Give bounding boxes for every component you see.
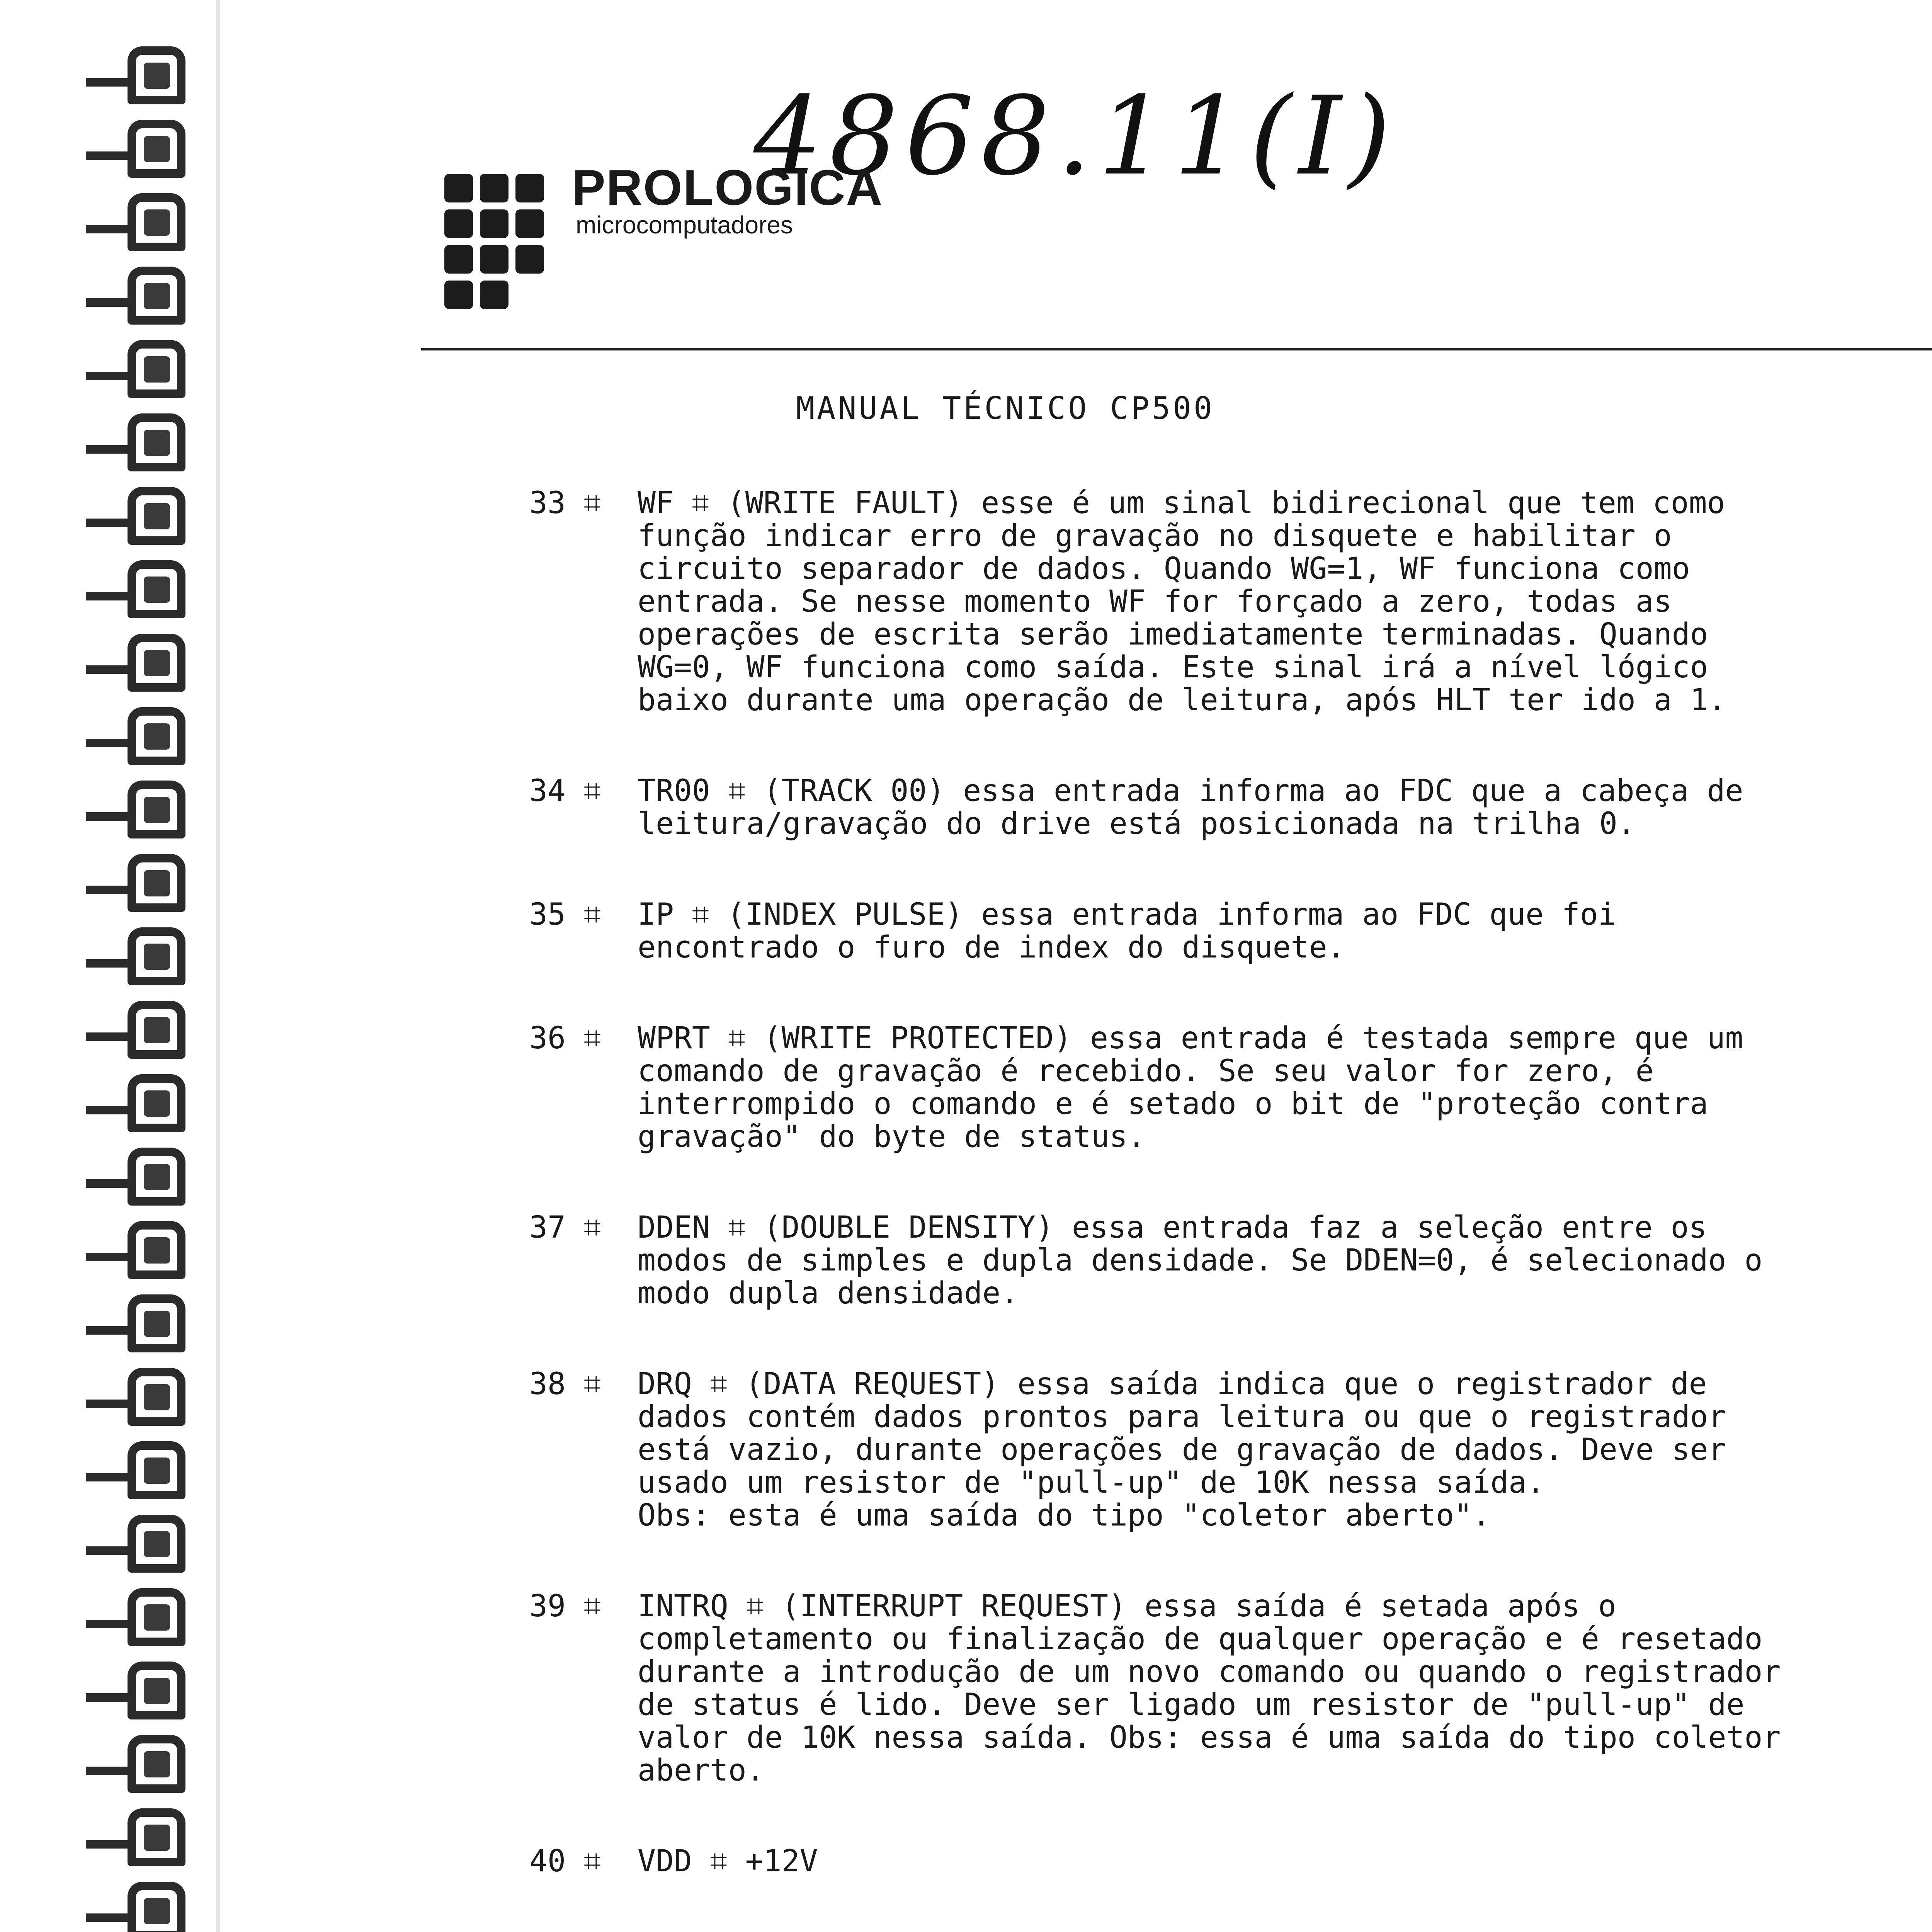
pin-number: 33 ⌗	[529, 486, 601, 520]
binding-hole-icon	[128, 120, 185, 178]
binding-hole-icon	[128, 487, 185, 545]
binding-hole-icon	[128, 1735, 185, 1793]
prologica-logo-icon	[444, 162, 549, 317]
binding-hole-icon	[128, 1662, 185, 1719]
binding-hole-icon	[128, 1294, 185, 1352]
binding-hole-icon	[128, 781, 185, 838]
pin-entry-36	[529, 1022, 1804, 1153]
pin-description: TR00 ⌗ (TRACK 00) essa entrada informa ao FDC que a cabeça de leitura/gravação do drive está posicionada na trilha 0.	[638, 774, 1762, 841]
binding-hole-icon	[128, 1808, 185, 1866]
binding-hole-icon	[128, 1074, 185, 1132]
binding-hole-icon	[128, 1882, 185, 1932]
pin-description: WPRT ⌗ (WRITE PROTECTED) essa entrada é testada sempre que um comando de gravação é recebido. Se seu valor for zero, é interrompido o comando e é setado o bit de "proteção contra gravação" do byte de status.	[638, 1021, 1762, 1154]
brand-tagline: microcomputadores	[576, 211, 793, 239]
pin-entry-33	[529, 487, 1804, 717]
pin-number: 38 ⌗	[529, 1367, 601, 1401]
brand-name: PROLOGICA	[572, 159, 883, 216]
binding-hole-icon	[128, 634, 185, 692]
pin-entry-35	[529, 898, 1804, 964]
binding-hole-icon	[128, 46, 185, 104]
pin-entry-38	[529, 1368, 1804, 1532]
binding-hole-icon	[128, 1001, 185, 1059]
binding-hole-icon	[128, 1368, 185, 1426]
pin-number: 35 ⌗	[529, 897, 601, 932]
pin-description: WF ⌗ (WRITE FAULT) esse é um sinal bidirecional que tem como função indicar erro de gravação no disquete e habilitar o circuito separador de dados. Quando WG=1, WF funciona como entrada. Se nesse momento WF for forçado a zero, todas as operações de escrita serão imediatamente terminadas. Quando WG=0, WF funciona como saída. Este sinal irá a nível lógico baixo durante uma operação de leitura, após HLT ter ido a 1.	[638, 486, 1743, 718]
binding-hole-icon	[128, 1588, 185, 1646]
pin-entry-39	[529, 1590, 1804, 1787]
pin-description: INTRQ ⌗ (INTERRUPT REQUEST) essa saída é setada após o completamento ou finalização de qualquer operação e é resetado durante a introdução de um novo comando ou quando o registrador de status é lido. Deve ser ligado um resistor de "pull-up" de valor de 10K nessa saída. Obs: essa é uma saída do tipo coletor aberto.	[638, 1589, 1799, 1788]
header-divider	[421, 348, 1932, 350]
binding-hole-icon	[128, 267, 185, 325]
binding-hole-icon	[128, 413, 185, 471]
binding-hole-icon	[128, 193, 185, 251]
binding-hole-icon	[128, 1148, 185, 1206]
pin-number: 37 ⌗	[529, 1210, 601, 1245]
handwritten-code-top: 4868.11(I)	[753, 73, 1398, 199]
pin-entry-37	[529, 1211, 1804, 1310]
page-title: MANUAL TÉCNICO CP500	[796, 390, 1215, 426]
binding-margin-rule	[216, 0, 220, 1932]
binding-hole-icon	[128, 1221, 185, 1279]
pin-entry-34	[529, 775, 1804, 840]
binding-hole-icon	[128, 1515, 185, 1573]
binding-hole-icon	[128, 927, 185, 985]
pin-number: 34 ⌗	[529, 774, 601, 808]
pin-entry-40	[529, 1845, 1804, 1878]
pin-number: 40 ⌗	[529, 1844, 601, 1879]
binding-strip	[0, 0, 240, 1932]
binding-hole-icon	[128, 340, 185, 398]
binding-hole-icon	[128, 707, 185, 765]
pin-number: 36 ⌗	[529, 1021, 601, 1056]
pin-number: 39 ⌗	[529, 1589, 601, 1624]
pin-description: IP ⌗ (INDEX PULSE) essa entrada informa ao FDC que foi encontrado o furo de index do disquete.	[638, 897, 1634, 965]
pin-description: DRQ ⌗ (DATA REQUEST) essa saída indica que o registrador de dados contém dados prontos para leitura ou que o registrador está vazio, durante operações de gravação de dados. Deve ser usado um resistor de "pull-up" de 10K nessa saída. Obs: esta é uma saída do tipo "coletor aberto".	[638, 1367, 1726, 1533]
pin-description: DDEN ⌗ (DOUBLE DENSITY) essa entrada faz a seleção entre os modos de simples e dupla densidade. Se DDEN=0, é selecionado o modo dupla densidade.	[638, 1210, 1781, 1311]
binding-hole-icon	[128, 854, 185, 912]
binding-hole-icon	[128, 560, 185, 618]
pin-description-list	[529, 487, 1804, 1932]
binding-hole-icon	[128, 1441, 185, 1499]
pin-description: VDD ⌗ +12V	[638, 1844, 818, 1879]
